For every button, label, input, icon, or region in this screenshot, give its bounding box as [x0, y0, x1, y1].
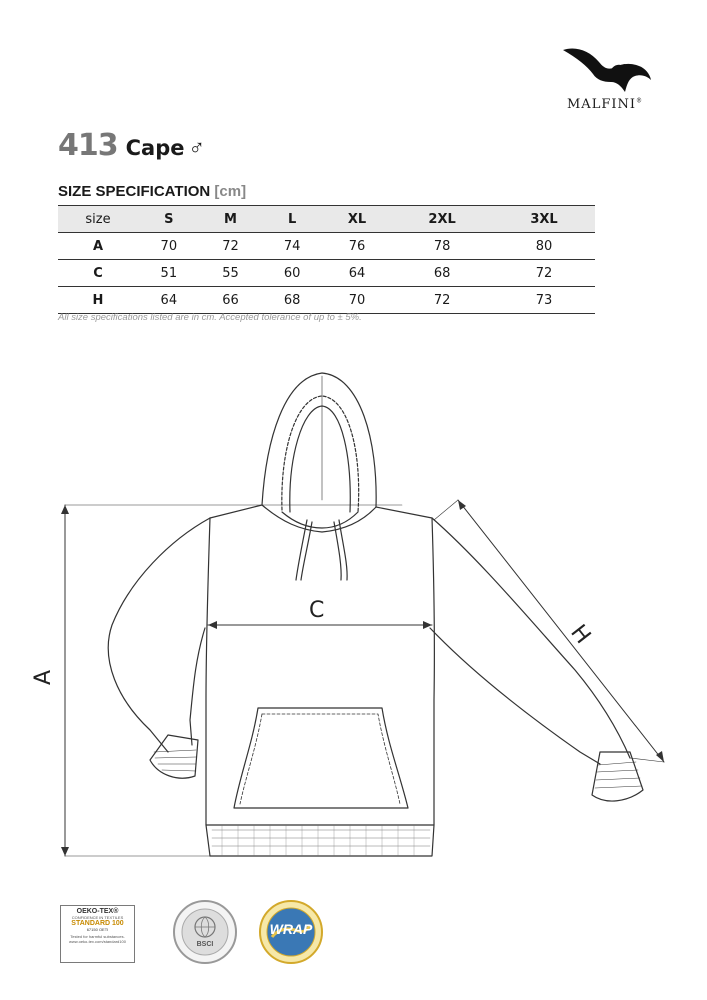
table-cell: 64 — [323, 260, 391, 287]
bsci-icon — [172, 899, 238, 965]
table-cell: 68 — [391, 260, 493, 287]
wrap-badge — [258, 899, 324, 965]
product-title — [58, 128, 205, 163]
table-header-row — [58, 206, 595, 233]
male-icon: ♂ — [188, 135, 205, 160]
spec-unit: [cm] — [214, 183, 247, 200]
column-header: 3XL — [493, 206, 595, 233]
label-h: H — [565, 620, 596, 649]
eagle-icon — [555, 40, 655, 95]
oeko-number: 67150 OETI — [86, 927, 109, 932]
column-header: L — [261, 206, 323, 233]
waistband — [206, 825, 434, 856]
hoodie-diagram — [0, 360, 707, 880]
column-header: XL — [323, 206, 391, 233]
column-header: 2XL — [391, 206, 493, 233]
wrap-label: WRAP — [269, 921, 313, 937]
table-cell: 64 — [138, 287, 200, 314]
table-cell: 70 — [323, 287, 391, 314]
table-cell: 55 — [200, 260, 262, 287]
sleeve-right — [432, 518, 630, 758]
label-a: A — [31, 669, 57, 686]
shoulder-right — [376, 507, 432, 518]
table-row — [58, 260, 595, 287]
oeko-title: OEKO-TEX® — [76, 908, 119, 915]
table-row — [58, 287, 595, 314]
oeko-tested: Tested for harmful substances. www.oeko-tex.com/standard100 — [69, 934, 126, 944]
brand-name: MALFINI® — [567, 97, 643, 112]
bsci-badge — [172, 899, 238, 965]
label-c: C — [309, 598, 325, 623]
table-cell: 68 — [261, 287, 323, 314]
body-left-side — [206, 518, 210, 825]
table-cell: 72 — [493, 260, 595, 287]
table-cell: 78 — [391, 233, 493, 260]
sleeve-left — [108, 518, 210, 752]
shoulder-left — [210, 505, 262, 518]
spec-heading-text: SIZE SPECIFICATION — [58, 183, 211, 200]
row-label: H — [58, 287, 138, 314]
oeko-standard: STANDARD 100 — [71, 920, 124, 927]
tolerance-note: All size specifications listed are in cm. Accepted tolerance of up to ± 5%. — [58, 312, 362, 323]
column-header: S — [138, 206, 200, 233]
column-header: M — [200, 206, 262, 233]
bsci-label: BSCI — [196, 941, 214, 948]
product-code: 413 — [58, 128, 118, 163]
kangaroo-pocket — [234, 708, 408, 808]
hood-outline — [262, 373, 376, 507]
body-right-side — [432, 518, 434, 825]
table-cell: 70 — [138, 233, 200, 260]
column-header: size — [58, 206, 138, 233]
table-cell: 80 — [493, 233, 595, 260]
oeko-tex-badge — [60, 905, 135, 963]
brand-logo — [550, 40, 660, 120]
table-cell: 66 — [200, 287, 262, 314]
spec-heading — [58, 183, 246, 200]
table-cell: 72 — [200, 233, 262, 260]
dimension-h — [434, 500, 664, 762]
product-name: Cape — [125, 136, 185, 160]
oeko-subtitle: CONFIDENCE IN TEXTILES — [71, 915, 124, 920]
table-cell: 51 — [138, 260, 200, 287]
table-cell: 60 — [261, 260, 323, 287]
table-cell: 76 — [323, 233, 391, 260]
dimension-a — [61, 505, 402, 856]
table-row — [58, 233, 595, 260]
table-cell: 73 — [493, 287, 595, 314]
table-cell: 74 — [261, 233, 323, 260]
table-cell: 72 — [391, 287, 493, 314]
row-label: A — [58, 233, 138, 260]
cuff-left — [150, 735, 198, 778]
row-label: C — [58, 260, 138, 287]
cuff-right — [592, 752, 643, 801]
size-table — [58, 205, 595, 314]
